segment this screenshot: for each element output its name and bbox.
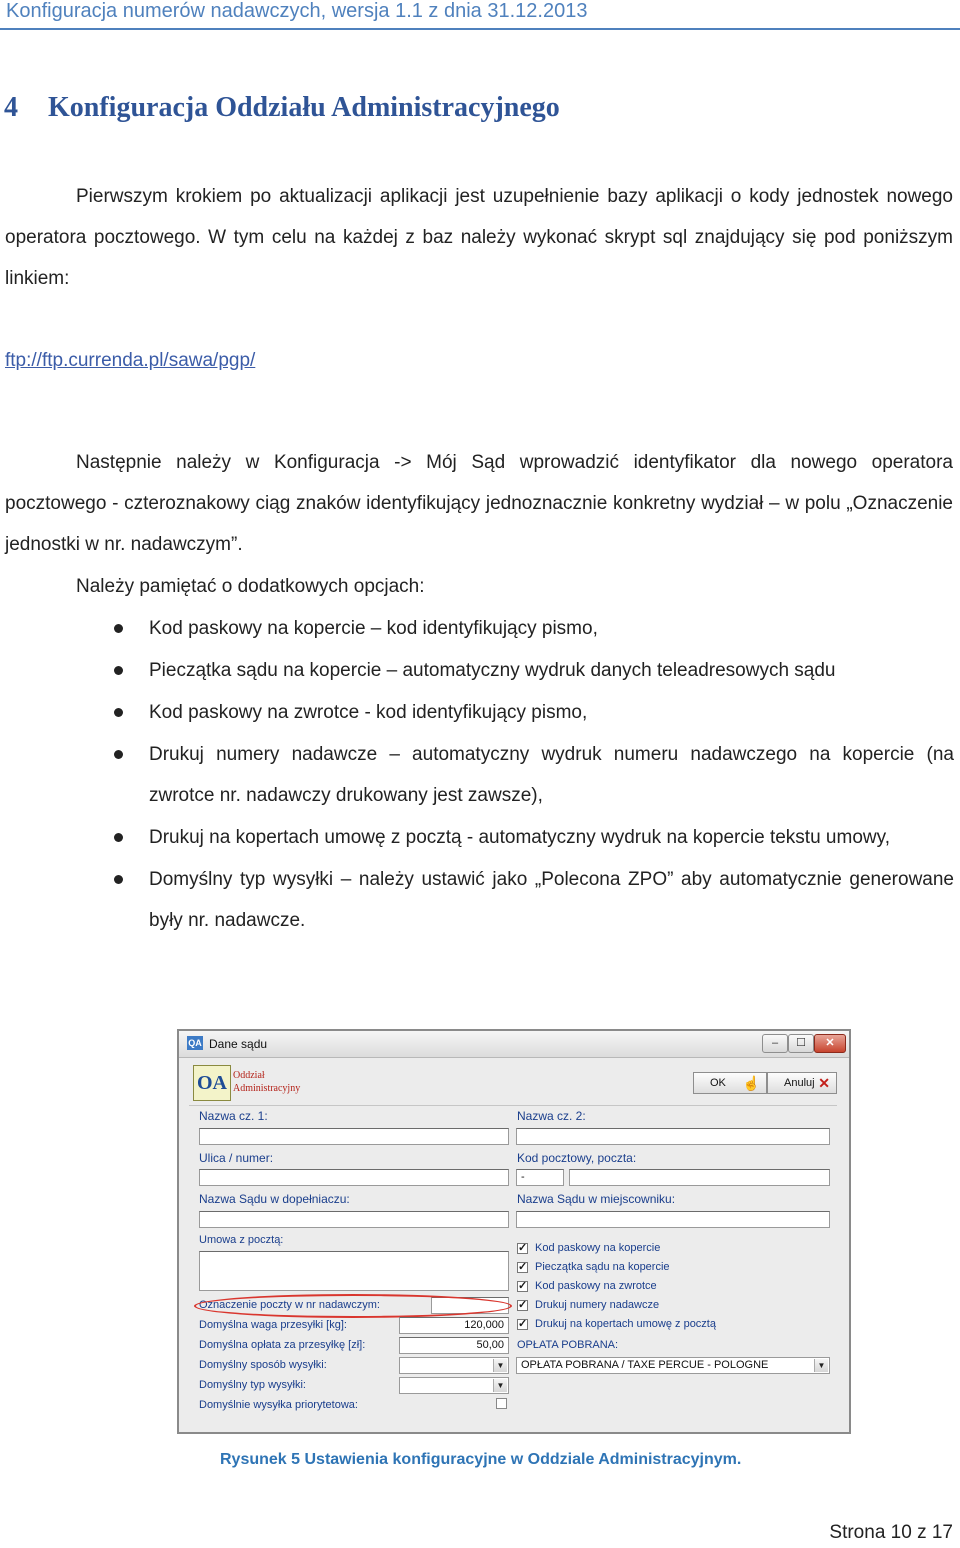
street-input[interactable]: [199, 1169, 509, 1186]
checkbox-label: Drukuj na kopertach umowę z pocztą: [535, 1318, 716, 1330]
default-shipping-type-select[interactable]: [399, 1377, 509, 1394]
ok-button[interactable]: [693, 1072, 767, 1094]
chevron-down-icon[interactable]: ▼: [814, 1359, 828, 1372]
fee-paid-value: OPŁATA POBRANA / TAXE PERCUE - POLOGNE: [521, 1359, 769, 1371]
figure-caption: Rysunek 5 Ustawienia konfiguracyjne w Oddziale Administracyjnym.: [220, 1451, 742, 1468]
list-item: [110, 859, 954, 941]
chevron-down-icon[interactable]: ▼: [493, 1379, 507, 1392]
fee-paid-select[interactable]: [516, 1357, 830, 1374]
paragraph-intro-text: Pierwszym krokiem po aktualizacji aplikacji jest uzupełnienie bazy aplikacji o kody jednostek nowego operatora pocztowego. W tym celu na każdej z baz należy wykonać skrypt sql znajdujący się pod poniższym linkiem:: [5, 186, 953, 289]
priority-shipping-label: Domyślnie wysyłka priorytetowa:: [199, 1399, 358, 1411]
ok-button-label: OK: [710, 1077, 726, 1089]
bullet-icon: [114, 750, 123, 759]
post-id-label: Oznaczenie poczty w nr nadawczym:: [199, 1299, 380, 1311]
name-part1-input[interactable]: [199, 1128, 509, 1145]
postal-code-label: Kod pocztowy, poczta:: [517, 1151, 637, 1165]
checkbox-label: Drukuj numery nadawcze: [535, 1299, 660, 1311]
checkbox-court-stamp[interactable]: [517, 1261, 670, 1273]
default-fee-label: Domyślna opłata za przesyłkę [zł]:: [199, 1339, 366, 1351]
close-icon[interactable]: ✕: [814, 1034, 846, 1053]
list-item: [110, 692, 954, 733]
name-part2-label: Nazwa cz. 2:: [517, 1109, 586, 1123]
post-office-input[interactable]: [569, 1169, 830, 1186]
bullet-icon: [114, 708, 123, 717]
checkbox-icon[interactable]: ✓: [518, 1298, 528, 1311]
default-shipping-method-label: Domyślny sposób wysyłki:: [199, 1359, 327, 1371]
post-agreement-label: Umowa z pocztą:: [199, 1234, 284, 1246]
chevron-down-icon[interactable]: ▼: [493, 1359, 507, 1372]
bullet-icon: [114, 666, 123, 675]
court-genitive-label: Nazwa Sądu w dopełniaczu:: [199, 1192, 350, 1206]
court-locative-input[interactable]: [516, 1211, 830, 1228]
app-icon: QA: [188, 1038, 202, 1048]
name-part2-input[interactable]: [516, 1128, 830, 1145]
list-item-text: Domyślny typ wysyłki – należy ustawić jako „Polecona ZPO” aby automatycznie generowane były nr. nadawcze.: [149, 869, 954, 931]
default-weight-input[interactable]: 120,000: [399, 1317, 509, 1334]
checkbox-icon[interactable]: ✓: [518, 1317, 528, 1330]
dialog-titlebar: [179, 1031, 849, 1058]
list-item-text: Kod paskowy na kopercie – kod identyfikujący pismo,: [149, 618, 598, 639]
logo-text: [233, 1069, 300, 1095]
list-item-text: Drukuj numery nadawcze – automatyczny wydruk numeru nadawczego na kopercie (na zwrotce nr. nadawczy drukowany jest zawsze),: [149, 744, 954, 806]
list-item-text: Drukuj na kopertach umowę z pocztą - automatyczny wydruk na kopercie tekstu umowy,: [149, 827, 890, 848]
logo-line-2: Administracyjny: [233, 1083, 301, 1094]
section-title: Konfiguracja Oddziału Administracyjnego: [48, 92, 560, 123]
fee-paid-label: OPŁATA POBRANA:: [517, 1339, 619, 1351]
priority-shipping-checkbox[interactable]: [496, 1398, 507, 1409]
default-weight-label: Domyślna waga przesyłki [kg]:: [199, 1319, 347, 1331]
checkbox-barcode-envelope[interactable]: [517, 1242, 660, 1254]
header-rule: [0, 28, 960, 30]
checkbox-label: Kod paskowy na zwrotce: [535, 1280, 657, 1292]
options-list: [110, 608, 954, 942]
logo-icon: OA: [193, 1065, 231, 1101]
checkbox-label: Kod paskowy na kopercie: [535, 1242, 661, 1254]
script-link[interactable]: ftp://ftp.currenda.pl/sawa/pgp/: [5, 350, 256, 371]
street-label: Ulica / numer:: [199, 1151, 274, 1165]
dialog-title: Dane sądu: [209, 1037, 268, 1051]
post-agreement-textarea[interactable]: [199, 1251, 509, 1291]
paragraph-intro: [5, 176, 953, 299]
bullet-icon: [114, 875, 123, 884]
list-item-text: Pieczątka sądu na kopercie – automatyczny wydruk danych teleadresowych sądu: [149, 660, 836, 681]
paragraph-config-text: Następnie należy w Konfiguracja -> Mój Sąd wprowadzić identyfikator dla nowego operatora pocztowego - czteroznakowy ciąg znaków identyfikujący jednoznacznie konkretny wydział – w polu „Oznaczenie jednostki w nr. nadawczym”.: [5, 452, 953, 555]
name-part1-label: Nazwa cz. 1:: [199, 1109, 268, 1123]
checkbox-icon[interactable]: ✓: [518, 1260, 528, 1273]
court-data-dialog: [177, 1029, 851, 1434]
maximize-icon[interactable]: ☐: [788, 1034, 814, 1053]
paragraph-options: Należy pamiętać o dodatkowych opcjach:: [76, 576, 425, 597]
bullet-icon: [114, 833, 123, 842]
checkbox-print-agreement[interactable]: [517, 1318, 716, 1330]
checkbox-icon[interactable]: ✓: [518, 1279, 528, 1292]
paragraph-config: [5, 442, 953, 565]
page-number: Strona 10 z 17: [829, 1522, 953, 1543]
minimize-icon[interactable]: –: [762, 1034, 788, 1053]
list-item-text: Kod paskowy na zwrotce - kod identyfikujący pismo,: [149, 702, 588, 723]
cross-icon: ✕: [818, 1075, 830, 1091]
list-item: [110, 608, 954, 649]
divider: [189, 1105, 837, 1106]
cancel-button-label: Anuluj: [784, 1077, 815, 1089]
checkbox-label: Pieczątka sądu na kopercie: [535, 1261, 670, 1273]
court-locative-label: Nazwa Sądu w miejscowniku:: [517, 1192, 676, 1206]
section-heading: [4, 92, 560, 124]
checkbox-icon[interactable]: ✓: [518, 1241, 528, 1254]
checkbox-print-numbers[interactable]: [517, 1299, 659, 1311]
court-genitive-input[interactable]: [199, 1211, 509, 1228]
default-fee-input[interactable]: 50,00: [399, 1337, 509, 1354]
bullet-icon: [114, 624, 123, 633]
cancel-button[interactable]: [767, 1072, 837, 1094]
list-item: [110, 650, 954, 691]
default-shipping-type-label: Domyślny typ wysyłki:: [199, 1379, 306, 1391]
running-header: Konfiguracja numerów nadawczych, wersja 1.1 z dnia 31.12.2013: [6, 0, 588, 22]
list-item: [110, 734, 954, 816]
default-shipping-method-select[interactable]: [399, 1357, 509, 1374]
thumbs-up-icon: ☝: [742, 1075, 760, 1091]
checkbox-barcode-return[interactable]: [517, 1280, 657, 1292]
section-number: 4: [4, 92, 18, 123]
list-item: [110, 817, 954, 858]
highlight-oval: [194, 1294, 512, 1318]
postal-code-input[interactable]: -: [516, 1169, 564, 1186]
logo-line-1: Oddział: [233, 1070, 265, 1081]
